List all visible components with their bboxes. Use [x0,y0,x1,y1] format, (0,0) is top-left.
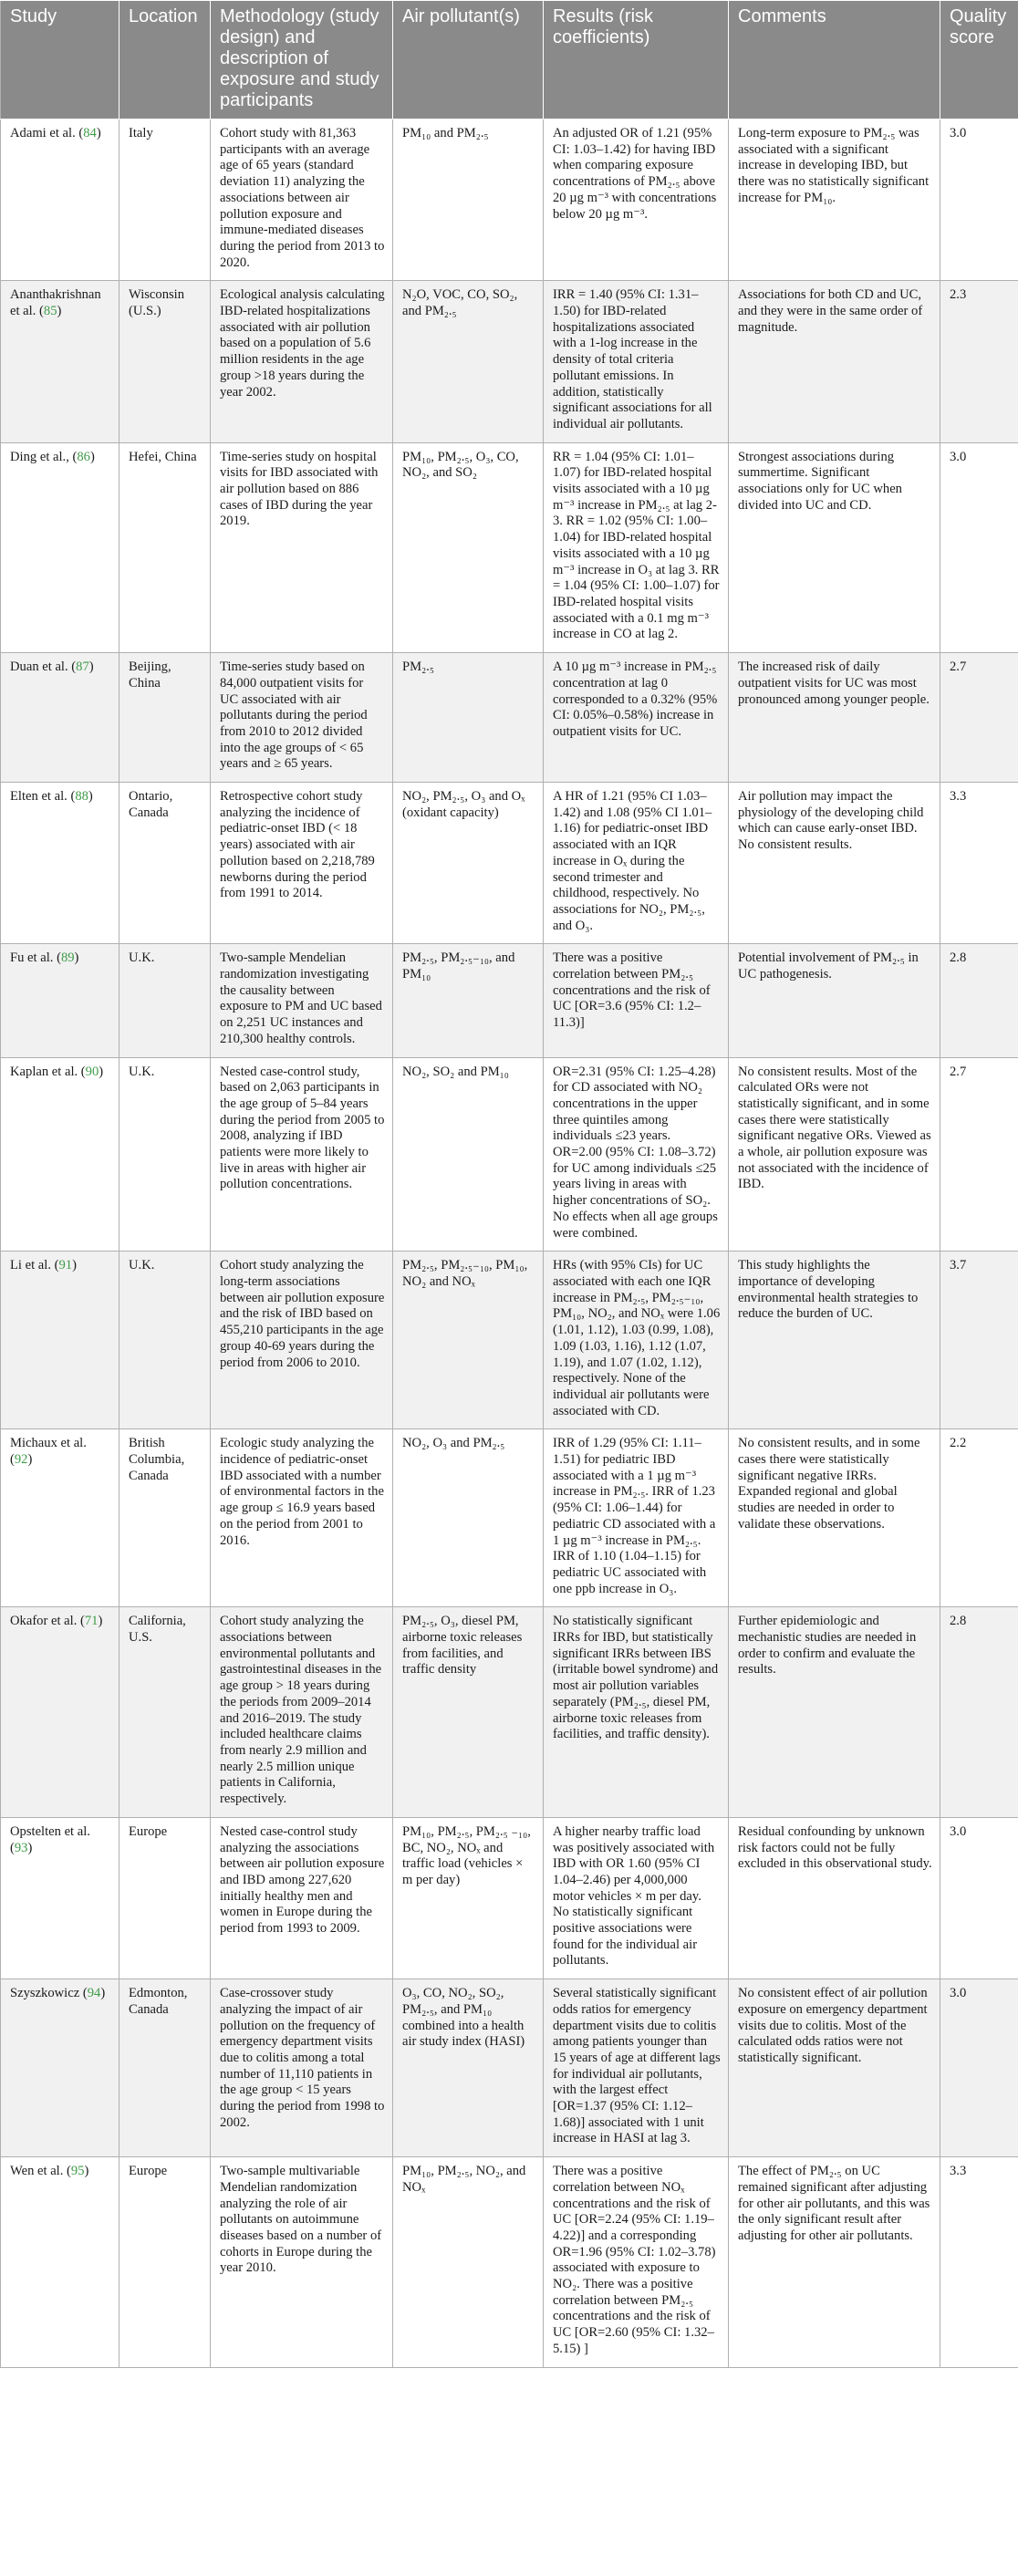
results-cell: There was a positive correlation between PM₂.₅ concentrations and the risk of UC [OR=3.6 (95% CI: 1.2–11.3)] [544,944,729,1057]
reference-link[interactable]: 71 [84,1614,99,1629]
reference-link[interactable]: 84 [83,126,97,140]
score-cell: 3.0 [940,119,1018,281]
pollutants-cell: N₂O, VOC, CO, SO₂, and PM₂.₅ [393,281,544,442]
header-row [1,1,1018,119]
study-cell: Wen et al. (95) [1,2157,119,2367]
score-cell: 2.8 [940,1607,1018,1817]
reference-link[interactable]: 90 [85,1064,99,1079]
study-cell: Kaplan et al. (90) [1,1057,119,1252]
comments-cell: No consistent effect of air pollution exposure on emergency department visits due to colitis. Most of the calculated odds ratios were not statistically significant. [729,1979,940,2157]
study-cell: Elten et al. (88) [1,783,119,944]
table-row [1,783,1018,944]
results-cell: No statistically significant IRRs for IBD, but statistically significant IRRs between IBS (irritable bowel syndrome) and most air pollution variables separately (PM₂.₅, diesel PM, airborne toxic releases from facilities, and traffic density). [544,1607,729,1817]
pollutants-cell: PM₁₀, PM₂.₅, NO₂, and NOₓ [393,2157,544,2367]
reference-link[interactable]: 89 [60,950,75,966]
table-row [1,1607,1018,1817]
location-cell: California, U.S. [119,1607,211,1817]
methodology-cell: Ecological analysis calculating IBD-related hospitalizations associated with air pollution based on a population of 5.6 million residents in the age group >18 years during the year 2002. [211,281,393,442]
score-cell: 3.0 [940,1979,1018,2157]
score-cell: 3.0 [940,442,1018,652]
pollutants-cell: PM₂.₅, O₃, diesel PM, airborne toxic releases from facilities, and traffic density [393,1607,544,1817]
pollutants-cell: PM₁₀, PM₂.₅, O₃, CO, NO₂, and SO₂ [393,442,544,652]
methodology-cell: Nested case-control study analyzing the associations between air pollution exposure and IBD among 227,620 initially healthy men and women in Europe during the period from 1993 to 2009. [211,1817,393,1979]
location-cell: British Columbia, Canada [119,1429,211,1607]
results-cell: Several statistically significant odds ratios for emergency department visits due to colitis among patients younger than 15 years of age at different lags for individual air pollutants, with the largest effect [OR=1.37 (95% CI: 1.12–1.68)] associated with 1 unit increase in HASI at lag 3. [544,1979,729,2157]
results-cell: OR=2.31 (95% CI: 1.25–4.28) for CD associated with NO₂ concentrations in the upper three quintiles among individuals ≤23 years. OR=2.00 (95% CI: 1.08–3.72) for UC among individuals ≤25 years living in areas with higher concentrations of SO₂. No effects when all age groups were combined. [544,1057,729,1252]
reference-link[interactable]: 85 [43,304,57,319]
methodology-cell: Case-crossover study analyzing the impact of air pollution on the frequency of emergency department visits due to colitis among a total number of 11,110 patients in the age group < 15 years during the period from 1998 to 2002. [211,1979,393,2157]
pollutants-cell: PM₂.₅ [393,653,544,783]
score-cell: 2.8 [940,944,1018,1057]
table-row [1,653,1018,783]
score-cell: 3.3 [940,2157,1018,2367]
location-cell: Ontario, Canada [119,783,211,944]
methodology-cell: Time-series study on hospital visits for IBD associated with air pollution based on 886 cases of IBD during the year 2019. [211,442,393,652]
header-study: Study [1,1,119,119]
score-cell: 2.2 [940,1429,1018,1607]
study-cell: Okafor et al. (71) [1,1607,119,1817]
comments-cell: Air pollution may impact the physiology of the developing child which can cause early-onset IBD. No consistent results. [729,783,940,944]
methodology-cell: Time-series study based on 84,000 outpatient visits for UC associated with air pollutants during the period from 2010 to 2012 divided into the age groups of < 65 years and ≥ 65 years. [211,653,393,783]
location-cell: U.K. [119,1252,211,1429]
pollutants-cell: PM₁₀, PM₂.₅, PM₂.₅ ₋₁₀, BC, NO₂, NOₓ and traffic load (vehicles × m per day) [393,1817,544,1979]
results-cell: An adjusted OR of 1.21 (95% CI: 1.03–1.42) for having IBD when comparing exposure concentrations of PM₂.₅ above 20 µg m⁻³ with concentrations below 20 µg m⁻³. [544,119,729,281]
results-cell: A higher nearby traffic load was positively associated with IBD with OR 1.60 (95% CI 1.04–2.46) per 4,000,000 motor vehicles × m per day. No statistically significant positive associations were found for the individual air pollutants. [544,1817,729,1979]
table-row [1,1817,1018,1979]
comments-cell: Potential involvement of PM₂.₅ in UC pathogenesis. [729,944,940,1057]
table-row [1,1057,1018,1252]
table-row [1,119,1018,281]
methodology-cell: Cohort study analyzing the long-term associations between air pollution exposure and the risk of IBD based on 455,210 participants in the age group 40-69 years during the period from 2006 to 2010. [211,1252,393,1429]
results-cell: IRR of 1.29 (95% CI: 1.11–1.51) for pediatric IBD associated with a 1 µg m⁻³ increase in PM₂.₅. IRR of 1.23 (95% CI: 1.06–1.44) for pediatric CD associated with a 1 µg m⁻³ increase in PM₂.₅. IRR of 1.10 (1.04–1.15) for pediatric UC associated with one ppb increase in O₃. [544,1429,729,1607]
pollutants-cell: O₃, CO, NO₂, SO₂, PM₂.₅, and PM₁₀ combined into a health air study index (HASI) [393,1979,544,2157]
reference-link[interactable]: 91 [58,1258,73,1273]
location-cell: Italy [119,119,211,281]
score-cell: 2.7 [940,653,1018,783]
study-cell: Fu et al. (89) [1,944,119,1057]
reference-link[interactable]: 94 [87,1986,101,2001]
header-location: Location [119,1,211,119]
methodology-cell: Nested case-control study, based on 2,063 participants in the age group of 5–84 years during the period from 2005 to 2008, analyzing if IBD patients were more likely to live in areas with higher air pollution concentrations. [211,1057,393,1252]
reference-link[interactable]: 86 [77,449,90,464]
table-row [1,1979,1018,2157]
table-row [1,281,1018,442]
table-row [1,1252,1018,1429]
comments-cell: The effect of PM₂.₅ on UC remained significant after adjusting for other air pollutants, and this was the only significant result after adjusting for other air pollutants. [729,2157,940,2367]
location-cell: U.K. [119,944,211,1057]
pollutants-cell: PM₁₀ and PM₂.₅ [393,119,544,281]
comments-cell: Associations for both CD and UC, and they were in the same order of magnitude. [729,281,940,442]
reference-link[interactable]: 93 [14,1840,28,1855]
results-cell: A HR of 1.21 (95% CI 1.03–1.42) and 1.08 (95% CI 1.01–1.16) for pediatric-onset IBD associated with an IQR increase in Oₓ during the second trimester and childhood, respectively. No associations for NO₂, PM₂.₅, and O₃. [544,783,729,944]
score-cell: 3.0 [940,1817,1018,1979]
pollutants-cell: NO₂, O₃ and PM₂.₅ [393,1429,544,1607]
comments-cell: Strongest associations during summertime. Significant associations only for UC when divided into UC and CD. [729,442,940,652]
pollutants-cell: PM₂.₅, PM₂.₅₋₁₀, and PM₁₀ [393,944,544,1057]
reference-link[interactable]: 87 [76,660,89,675]
comments-cell: No consistent results. Most of the calculated ORs were not statistically significant, and in some cases there were statistically significant negative ORs. Viewed as a whole, air pollution exposure was not associated with the incidence of IBD. [729,1057,940,1252]
results-cell: RR = 1.04 (95% CI: 1.01– 1.07) for IBD-related hospital visits associated with a 10 µg m⁻³ increase in PM₂.₅ at lag 2-3. RR = 1.02 (95% CI: 1.00–1.04) for IBD-related hospital visits associated with a 10 µg m⁻³ increase in O₃ at lag 3. RR = 1.04 (95% CI: 1.00–1.07) for IBD-related hospital visits associated with a 0.1 mg m⁻³ increase in CO at lag 2. [544,442,729,652]
study-cell: Ding et al., (86) [1,442,119,652]
study-cell: Michaux et al. (92) [1,1429,119,1607]
score-cell: 2.3 [940,281,1018,442]
results-cell: A 10 µg m⁻³ increase in PM₂.₅ concentration at lag 0 corresponded to a 0.32% (95% CI: 0.05%–0.58%) increase in outpatient visits for UC. [544,653,729,783]
pollutants-cell: PM₂.₅, PM₂.₅₋₁₀, PM₁₀, NO₂ and NOₓ [393,1252,544,1429]
comments-cell: The increased risk of daily outpatient visits for UC was most pronounced among younger people. [729,653,940,783]
study-cell: Duan et al. (87) [1,653,119,783]
results-cell: There was a positive correlation between NOₓ concentrations and the risk of UC [OR=2.24 (95% CI: 1.19–4.22)] and a corresponding OR=1.96 (95% CI: 1.02–3.78) associated with exposure to NO₂. There was a positive correlation between PM₂.₅ concentrations and the risk of UC [OR=2.60 (95% CI: 1.32–5.15) ] [544,2157,729,2367]
study-cell: Opstelten et al. (93) [1,1817,119,1979]
study-cell: Li et al. (91) [1,1252,119,1429]
comments-cell: Further epidemiologic and mechanistic studies are needed in order to confirm and evaluate the results. [729,1607,940,1817]
location-cell: Edmonton, Canada [119,1979,211,2157]
table-row [1,442,1018,652]
header-pollutants: Air pollutant(s) [393,1,544,119]
score-cell: 3.3 [940,783,1018,944]
reference-link[interactable]: 92 [14,1452,28,1468]
location-cell: Wisconsin (U.S.) [119,281,211,442]
methodology-cell: Cohort study with 81,363 participants with an average age of 65 years (standard deviation 11) analyzing the associations between air pollution exposure and immune-mediated diseases during the period from 2013 to 2020. [211,119,393,281]
header-comments: Comments [729,1,940,119]
comments-cell: No consistent results, and in some cases there were statistically significant negative IRRs. Expanded regional and global studies are needed in order to validate these observations. [729,1429,940,1607]
table-row [1,1429,1018,1607]
reference-link[interactable]: 95 [70,2164,85,2179]
location-cell: U.K. [119,1057,211,1252]
location-cell: Europe [119,1817,211,1979]
location-cell: Hefei, China [119,442,211,652]
reference-link[interactable]: 88 [75,789,88,805]
methodology-cell: Retrospective cohort study analyzing the incidence of pediatric-onset IBD (< 18 years) associated with air pollution based on 2,218,789 newborns during the period from 1991 to 2014. [211,783,393,944]
pollutants-cell: NO₂, SO₂ and PM₁₀ [393,1057,544,1252]
methodology-cell: Ecologic study analyzing the incidence of pediatric-onset IBD associated with a number of environmental factors in the age group ≤ 16.9 years based on the period from 2001 to 2016. [211,1429,393,1607]
table-row [1,2157,1018,2367]
study-cell: Szyszkowicz (94) [1,1979,119,2157]
header-methodology: Methodology (study design) and description of exposure and study participants [211,1,393,119]
methodology-cell: Cohort study analyzing the associations between environmental pollutants and gastrointestinal diseases in the age group > 18 years during the periods from 2009–2014 and 2016–2019. The study included healthcare claims from nearly 2.9 million and nearly 2.5 million unique patients in California, respectively. [211,1607,393,1817]
header-results: Results (risk coefficients) [544,1,729,119]
results-cell: IRR = 1.40 (95% CI: 1.31–1.50) for IBD-related hospitalizations associated with a 1-log increase in the density of total criteria pollutant emissions. In addition, statistically significant associations for all individual air pollutants. [544,281,729,442]
comments-cell: Long-term exposure to PM₂.₅ was associated with a significant increase in developing IBD, but there was no statistically significant increase for PM₁₀. [729,119,940,281]
pollutants-cell: NO₂, PM₂.₅, O₃ and Oₓ (oxidant capacity) [393,783,544,944]
header-quality-score: Quality score [940,1,1018,119]
study-cell: Adami et al. (84) [1,119,119,281]
score-cell: 2.7 [940,1057,1018,1252]
methodology-cell: Two-sample multivariable Mendelian randomization analyzing the role of air pollutants on autoimmune diseases based on a number of cohorts in Europe during the year 2010. [211,2157,393,2367]
study-cell: Ananthakrishnan et al. (85) [1,281,119,442]
methodology-cell: Two-sample Mendelian randomization investigating the causality between exposure to PM and UC based on 2,251 UC instances and 210,300 healthy controls. [211,944,393,1057]
location-cell: Europe [119,2157,211,2367]
location-cell: Beijing, China [119,653,211,783]
comments-cell: Residual confounding by unknown risk factors could not be fully excluded in this observational study. [729,1817,940,1979]
table-row [1,944,1018,1057]
comments-cell: This study highlights the importance of developing environmental health strategies to reduce the burden of UC. [729,1252,940,1429]
score-cell: 3.7 [940,1252,1018,1429]
results-cell: HRs (with 95% CIs) for UC associated with each one IQR increase in PM₂.₅, PM₂.₅₋₁₀, PM₁₀, NO₂, and NOₓ were 1.06 (1.01, 1.12), 1.03 (0.99, 1.08), 1.09 (1.03, 1.16), 1.12 (1.07, 1.19), and 1.07 (1.02, 1.12), respectively. None of the individual air pollutants were associated with CD. [544,1252,729,1429]
